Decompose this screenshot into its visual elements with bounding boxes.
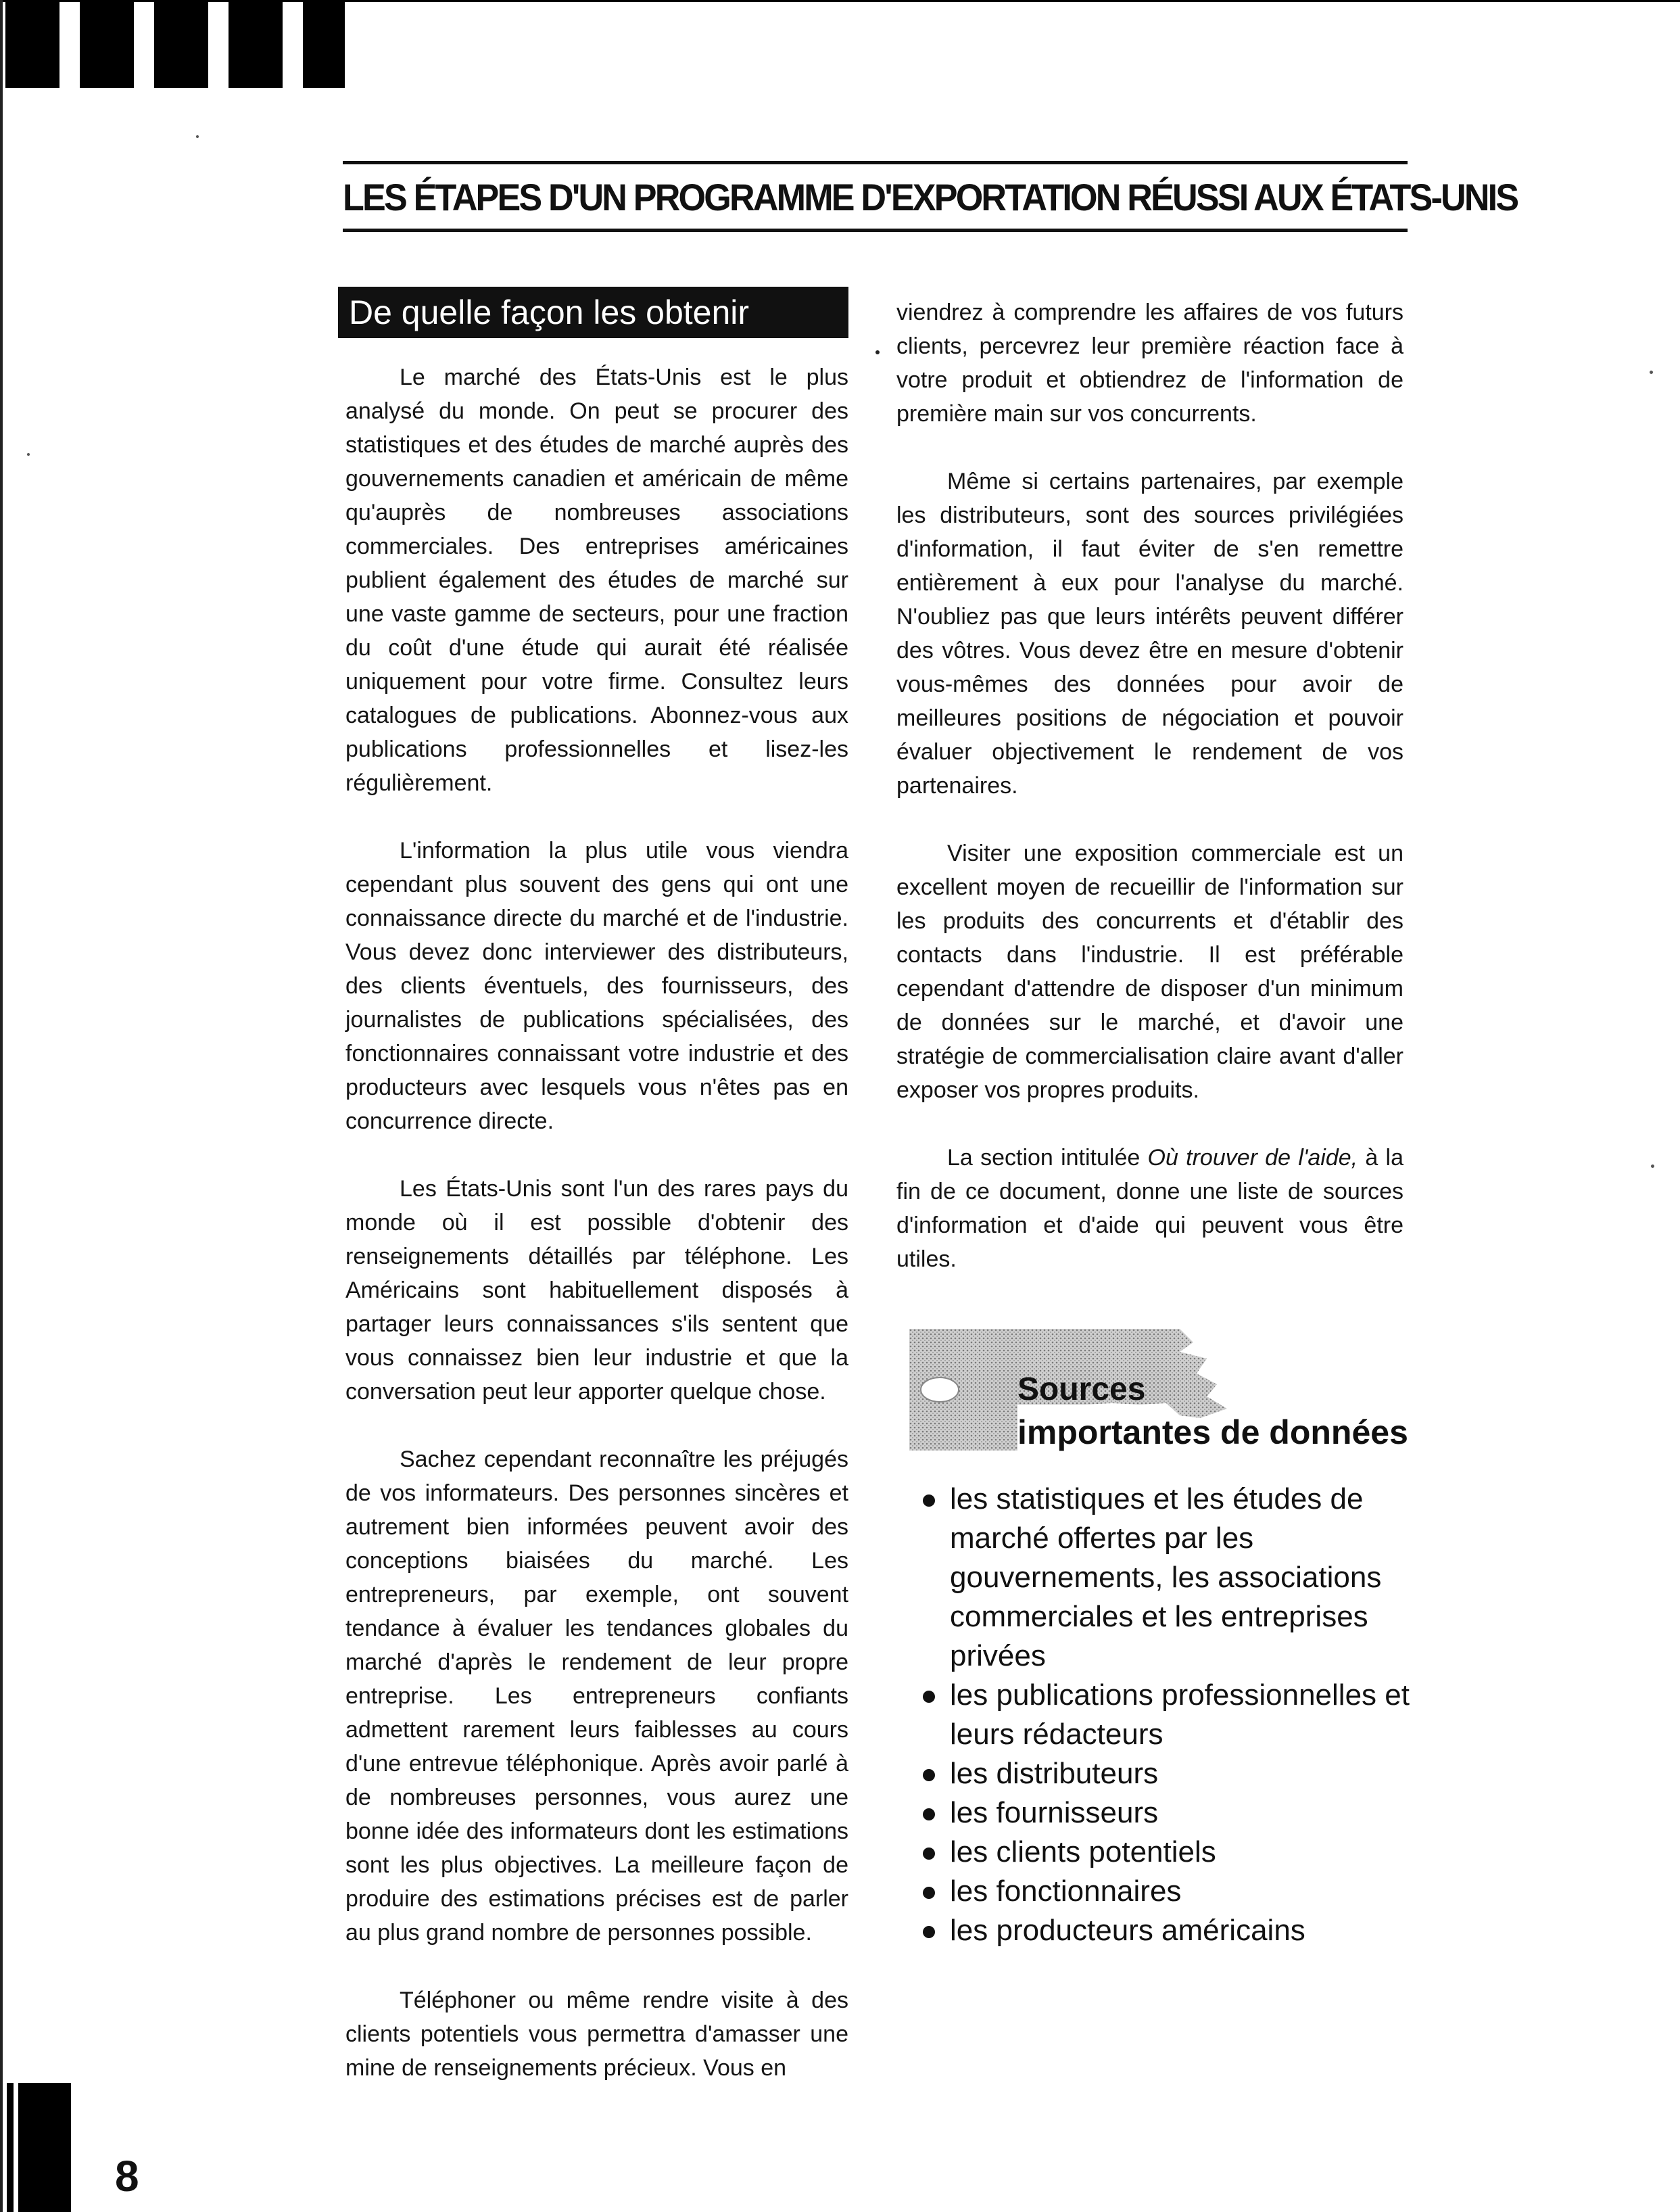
list-item: les fournisseurs <box>923 1793 1450 1833</box>
paragraph: Sachez cependant reconnaître les préjugés de vos informateurs. Des personnes sincères et autrement bien informées peuvent avoir des conceptions biaisées du marché. Les entrepreneurs, par exemple, ont souvent tendance à évaluer les tendances globales du marché d'après le rendement de leur propre entreprise. Les entrepreneurs confiants admettent rarement leurs faiblesses au cours d'une entrevue téléphonique. Après avoir parlé à de nombreuses personnes, vous aurez une bonne idée des informateurs dont les estimations sont les plus objectives. La meilleure façon de produire des estimations précises est de parler au plus grand nombre de personnes possible. <box>345 1446 848 1946</box>
list-item: les distributeurs <box>923 1754 1450 1793</box>
section-tab-marker <box>303 0 345 88</box>
paragraph: Le marché des États-Unis est le plus analysé du monde. On peut se procurer des statistiques et des études de marché auprès des gouvernements canadien et américain de même qu'auprès de nombreuses associations commerciales. Des entreprises américaines publient également des études de marché sur une vaste gamme de secteurs, pour une fraction du coût d'une étude qui aurait été réalisée uniquement pour votre firme. Consultez leurs catalogues de publications. Abonnez-vous aux publications professionnelles et lisez-les régulièrement. <box>345 364 848 796</box>
sidebar-title-line2: importantes de données <box>1017 1413 1408 1451</box>
paragraph: Visiter une exposition commerciale est un excellent moyen de recueillir de l'information sur les produits des concurrents et d'établir des contacts dans l'industrie. Il est préférable cependant d'attendre de disposer d'un minimum de données sur le marché, et d'avoir une stratégie de commercialisation claire avant d'aller exposer vos propres produits. <box>896 841 1403 1103</box>
page-marker-bar <box>7 2083 14 2212</box>
paragraph <box>896 1141 1403 1276</box>
page-title: LES ÉTAPES D'UN PROGRAMME D'EXPORTATION RÉUSSI AUX ÉTATS-UNIS <box>343 176 1518 218</box>
page-marker-block <box>18 2083 71 2212</box>
paragraph: Même si certains partenaires, par exemple les distributeurs, sont des sources privilégiées d'information, il faut éviter de s'en remettre entièrement à eux pour l'analyse du marché. N'oubliez pas que leurs intérêts peuvent différer des vôtres. Vous devez être en mesure d'obtenir vous-mêmes des données pour avoir de meilleures positions de négociation et pouvoir évaluer objectivement le rendement de vos partenaires. <box>896 469 1403 799</box>
scan-speck <box>1650 371 1653 374</box>
scan-speck <box>27 453 30 456</box>
paragraph: viendrez à comprendre les affaires de vos futurs clients, percevrez leur première réaction face à votre produit et obtiendrez de l'information de première main sur vos concurrents. <box>896 300 1403 427</box>
paragraph-text: à la fin de ce document, donne une liste de sources d'information et d'aide qui peuvent vous être utiles. <box>896 1145 1403 1272</box>
sidebar-title-line1: Sources <box>1017 1371 1146 1407</box>
list-item: les statistiques et les études de marché offertes par les gouvernements, les associations commerciales et les entreprises privées <box>923 1480 1450 1676</box>
scan-speck <box>875 350 880 354</box>
header-rule-bottom <box>343 229 1408 232</box>
section-tab-marker <box>229 0 283 88</box>
list-item: les fonctionnaires <box>923 1872 1450 1911</box>
sources-list <box>923 1480 1450 1950</box>
list-item: les clients potentiels <box>923 1833 1450 1872</box>
body-column-right <box>896 296 1403 1310</box>
section-tab-marker <box>80 0 134 88</box>
section-tab-marker <box>154 0 208 88</box>
left-scan-edge <box>0 0 3 2212</box>
section-tab-marker <box>5 0 59 88</box>
paragraph: Les États-Unis sont l'un des rares pays du monde où il est possible d'obtenir des renseignements détaillés par téléphone. Les Américains sont habituellement disposés à partager leurs connaissances s'ils sentent que vous connaissez bien leur industrie et que la conversation peut leur apporter quelque chose. <box>345 1176 848 1405</box>
scan-speck <box>1651 1164 1654 1168</box>
header-rule-top <box>343 161 1408 164</box>
scan-speck <box>196 135 199 138</box>
paragraph-text: La section intitulée <box>947 1145 1148 1171</box>
page-number: 8 <box>115 2152 139 2201</box>
list-item: les producteurs américains <box>923 1911 1450 1950</box>
cross-reference-italic: Où trouver de l'aide, <box>1147 1145 1358 1171</box>
section-heading: De quelle façon les obtenir <box>338 287 848 338</box>
body-column-left <box>345 360 848 2119</box>
list-item: les publications professionnelles et leurs rédacteurs <box>923 1676 1450 1754</box>
paragraph: L'information la plus utile vous viendra cependant plus souvent des gens qui ont une connaissance directe du marché et de l'industrie. Vous devez donc interviewer des distributeurs, des clients éventuels, des fournisseurs, des journalistes de publications spécialisées, des fonctionnaires connaissant votre industrie et des producteurs avec lesquels vous n'êtes pas en concurrence directe. <box>345 838 848 1134</box>
paragraph: Téléphoner ou même rendre visite à des clients potentiels vous permettra d'amasser une mine de renseignements précieux. Vous en <box>345 1987 848 2081</box>
